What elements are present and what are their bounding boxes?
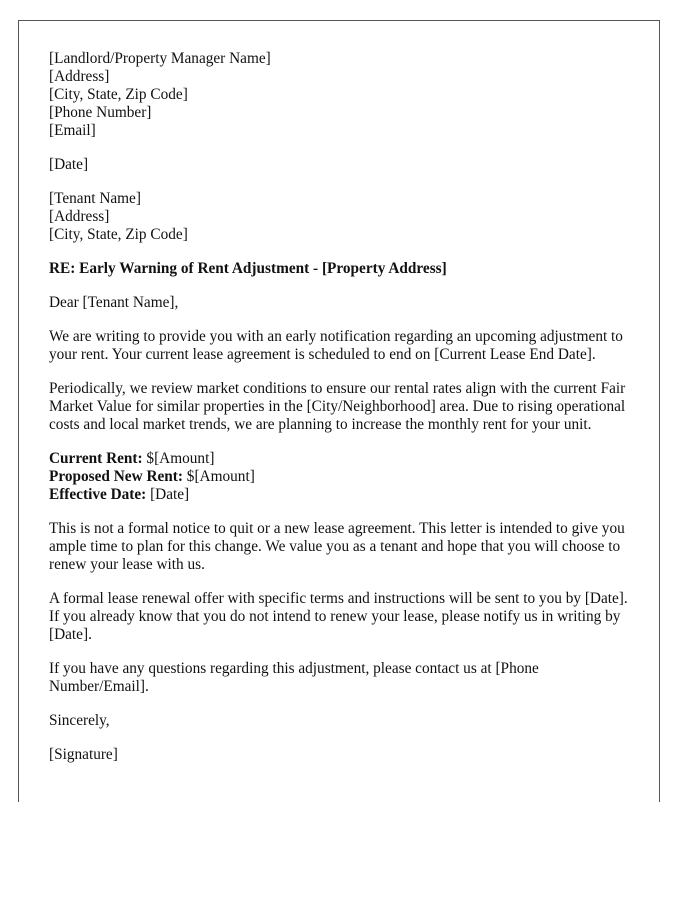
letter-content	[49, 50, 639, 780]
date-block	[49, 156, 639, 174]
recipient-city-state-zip: [City, State, Zip Code]	[49, 226, 188, 243]
sender-email: [Email]	[49, 122, 96, 139]
paragraph-intro: We are writing to provide you with an early notification regarding an upcoming adjustment to your rent. Your current lease agreement is scheduled to end on [Current Lease End Date].	[49, 328, 623, 363]
sender-address: [Address]	[49, 68, 110, 85]
current-rent-label: Current Rent:	[49, 450, 143, 467]
letter-page	[18, 20, 660, 802]
paragraph-market: Periodically, we review market conditions to ensure our rental rates align with the current Fair Market Value for similar properties in the [City/Neighborhood] area. Due to rising operational costs and local market trends, we are planning to increase the monthly rent for your unit.	[49, 380, 626, 433]
recipient-address: [Address]	[49, 208, 110, 225]
effective-date-value: [Date]	[146, 486, 190, 503]
effective-date-label: Effective Date:	[49, 486, 147, 503]
paragraph-renewal: A formal lease renewal offer with specific terms and instructions will be sent to you by [Date]. If you already know that you do not intend to renew your lease, please notify us in writing by [Date].	[49, 590, 628, 643]
sender-city-state-zip: [City, State, Zip Code]	[49, 86, 188, 103]
letter-date: [Date]	[49, 156, 89, 173]
sender-phone: [Phone Number]	[49, 104, 152, 121]
proposed-rent-row	[49, 468, 639, 486]
proposed-rent-value: $[Amount]	[182, 468, 255, 485]
current-rent-value: $[Amount]	[142, 450, 215, 467]
closing: Sincerely,	[49, 712, 110, 729]
salutation: Dear [Tenant Name],	[49, 294, 179, 311]
paragraph-notice: This is not a formal notice to quit or a new lease agreement. This letter is intended to give you ample time to plan for this change. We value you as a tenant and hope that you will choose to renew your lease with us.	[49, 520, 625, 573]
subject-line: RE: Early Warning of Rent Adjustment - [Property Address]	[49, 260, 447, 277]
recipient-block	[49, 190, 639, 244]
recipient-name: [Tenant Name]	[49, 190, 141, 207]
signature-placeholder: [Signature]	[49, 746, 118, 763]
sender-block	[49, 50, 639, 140]
current-rent-row	[49, 450, 639, 468]
proposed-rent-label: Proposed New Rent:	[49, 468, 183, 485]
effective-date-row	[49, 486, 639, 504]
sender-name: [Landlord/Property Manager Name]	[49, 50, 271, 67]
rent-details	[49, 450, 639, 504]
paragraph-questions: If you have any questions regarding this adjustment, please contact us at [Phone Number/Email].	[49, 660, 539, 695]
